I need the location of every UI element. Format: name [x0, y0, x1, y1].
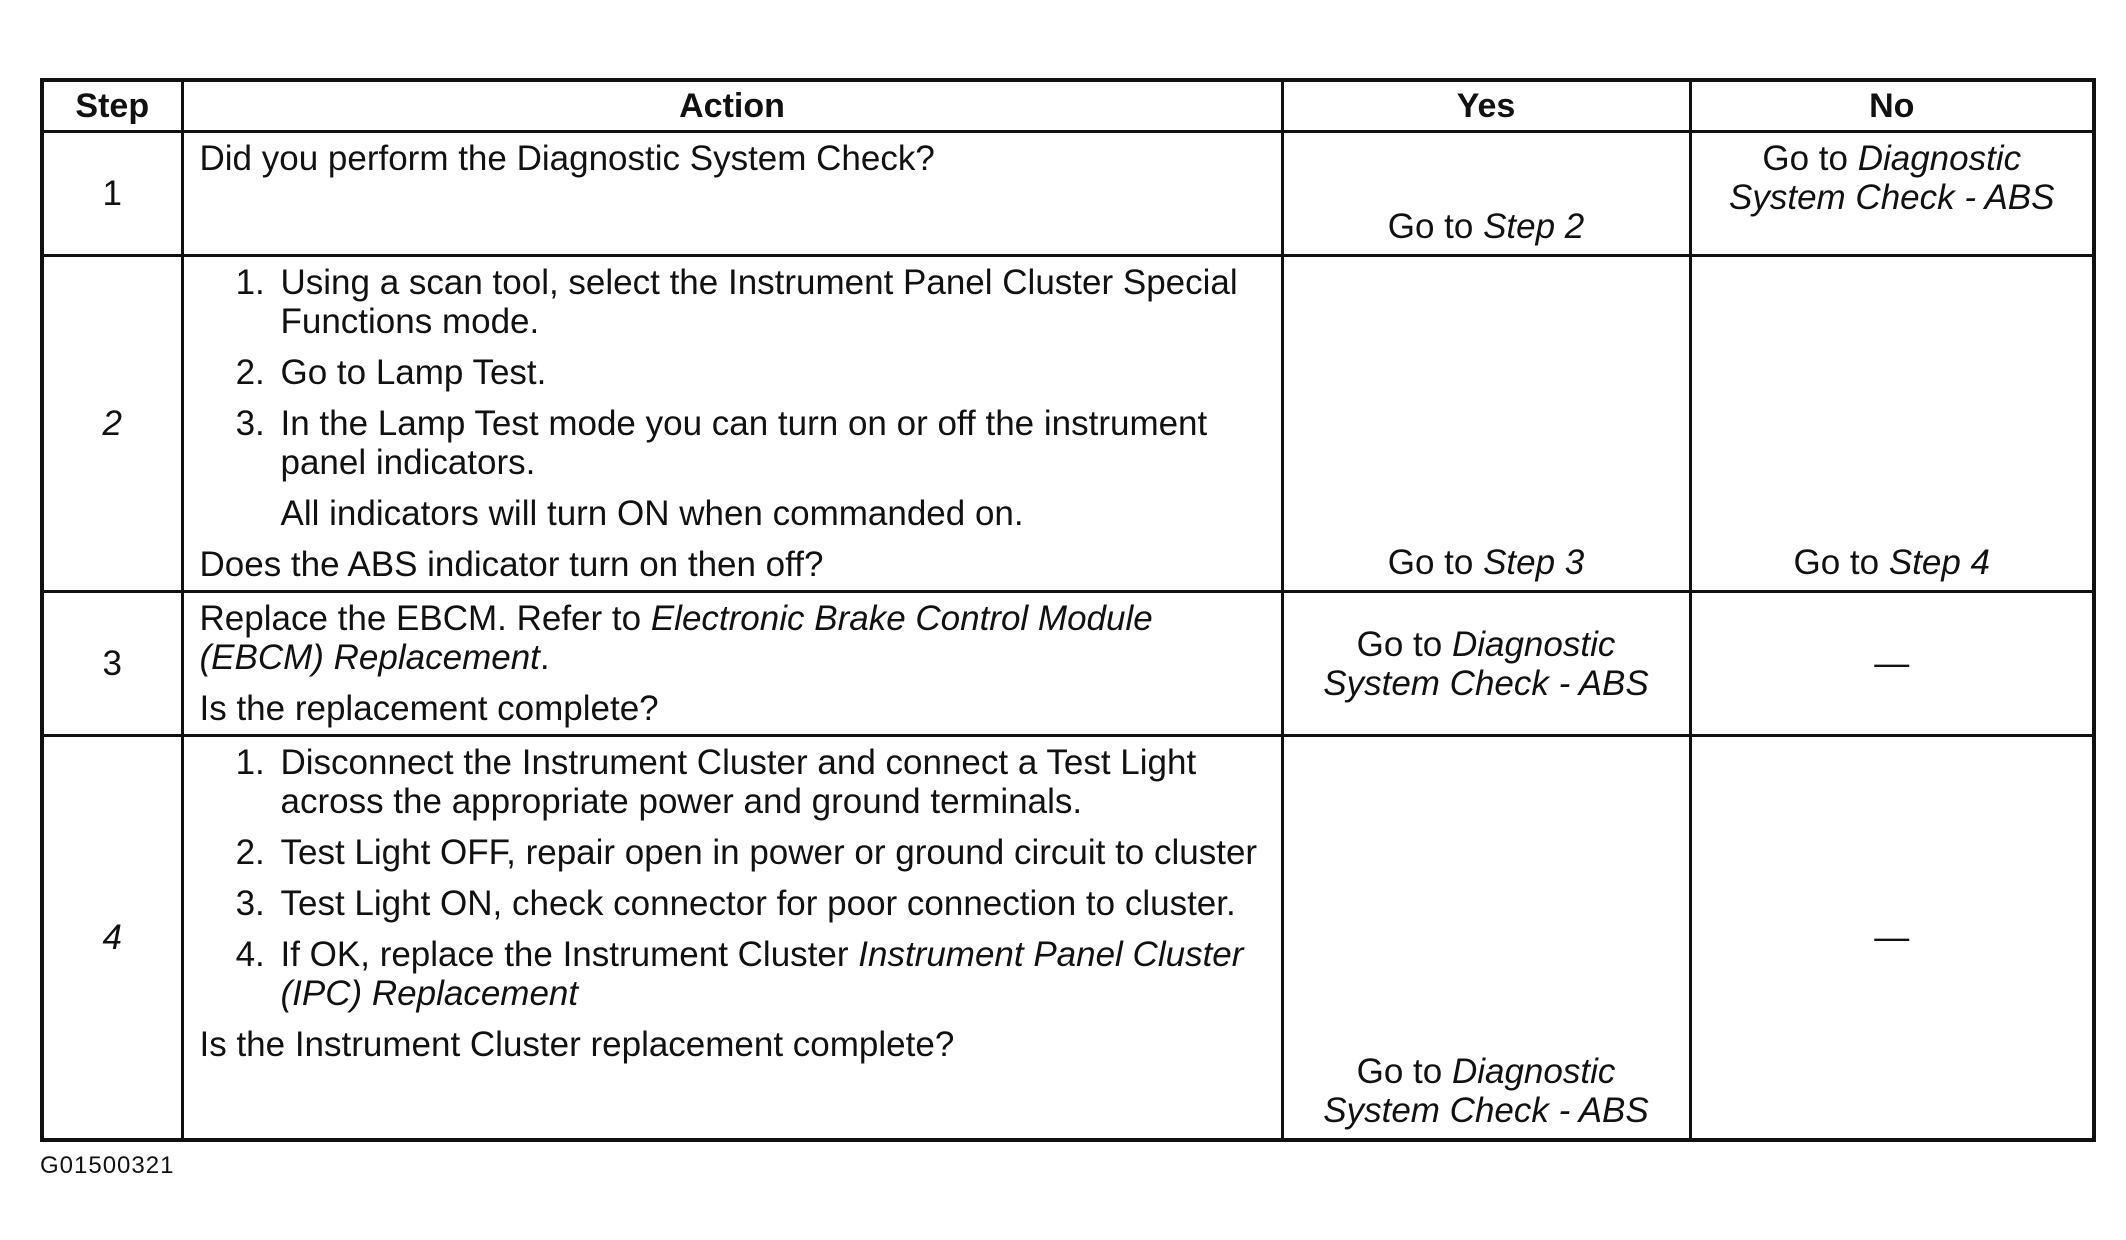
- action-step-text: In the Lamp Test mode you can turn on or off the instrument panel indicators.: [280, 404, 1208, 482]
- yes-prefix: Go to: [1356, 624, 1443, 664]
- header-yes: Yes: [1282, 80, 1690, 132]
- action-question: Did you perform the Diagnostic System Check?: [199, 139, 935, 178]
- no-cell: [1690, 256, 2094, 592]
- yes-link[interactable]: Step 2: [1483, 207, 1585, 246]
- yes-link[interactable]: Step 3: [1483, 543, 1585, 582]
- action-question: Is the Instrument Cluster replacement complete?: [199, 1025, 955, 1064]
- yes-link[interactable]: Diagnostic System Check - ABS: [1323, 624, 1649, 703]
- yes-cell: [1282, 256, 1690, 592]
- action-link[interactable]: Electronic Brake Control Module (EBCM) Replacement: [199, 599, 1153, 677]
- yes-prefix: Go to: [1387, 207, 1474, 246]
- action-step-item: 2. Go to Lamp Test.: [275, 353, 1267, 392]
- table-row-step-1: [42, 132, 2094, 256]
- action-question: Is the replacement complete?: [199, 689, 659, 728]
- action-step-item: 1. Disconnect the Instrument Cluster and connect a Test Light across the appropriate power and ground terminals.: [275, 743, 1267, 821]
- table-row-step-3: [42, 592, 2094, 736]
- yes-prefix: Go to: [1356, 1051, 1443, 1091]
- action-steps-list: [200, 263, 1267, 533]
- table-row-step-2: [42, 256, 2094, 592]
- table-row-step-4: [42, 736, 2094, 1140]
- yes-link[interactable]: Diagnostic System Check - ABS: [1323, 1051, 1649, 1130]
- action-note: All indicators will turn ON when commanded on.: [280, 494, 1024, 533]
- action-cell: [182, 592, 1282, 736]
- figure-code: G01500321: [40, 1152, 175, 1179]
- no-cell: [1690, 592, 2094, 736]
- yes-cell: [1282, 592, 1690, 736]
- step-number: 4: [42, 736, 182, 1140]
- no-cell: [1690, 132, 2094, 256]
- step-number: 3: [42, 592, 182, 736]
- action-step-item: 2. Test Light OFF, repair open in power or ground circuit to cluster: [275, 833, 1267, 872]
- action-link[interactable]: Instrument Panel Cluster (IPC) Replacement: [280, 935, 1244, 1013]
- no-dash: —: [1874, 644, 1910, 683]
- no-prefix: Go to: [1793, 543, 1880, 582]
- yes-cell: [1282, 736, 1690, 1140]
- action-step-text: If OK, replace the Instrument Cluster: [280, 935, 849, 974]
- action-steps-list: [200, 743, 1267, 1013]
- action-instruction: [200, 599, 1267, 677]
- step-number: 1: [42, 132, 182, 256]
- action-text: Replace the EBCM. Refer to: [199, 599, 642, 638]
- action-step-item: 1. Using a scan tool, select the Instrument Panel Cluster Special Functions mode.: [275, 263, 1267, 341]
- action-step-item: [275, 935, 1267, 1013]
- no-prefix: Go to: [1762, 139, 1848, 178]
- action-cell: [182, 736, 1282, 1140]
- action-end: .: [539, 638, 550, 677]
- step-number: 2: [42, 256, 182, 592]
- action-cell: [182, 256, 1282, 592]
- header-no: No: [1690, 80, 2094, 132]
- header-step: Step: [42, 80, 182, 132]
- action-step-item: 3. Test Light ON, check connector for poor connection to cluster.: [275, 884, 1267, 923]
- action-step-item: [275, 404, 1267, 533]
- no-dash: —: [1874, 917, 1910, 957]
- table-header-row: [42, 80, 2094, 132]
- header-action: Action: [182, 80, 1282, 132]
- yes-cell: [1282, 132, 1690, 256]
- yes-prefix: Go to: [1387, 543, 1474, 582]
- no-cell: [1690, 736, 2094, 1140]
- diagnostic-table: [40, 78, 2096, 1142]
- action-question: Does the ABS indicator turn on then off?: [199, 545, 824, 584]
- no-link[interactable]: Diagnostic System Check - ABS: [1729, 139, 2055, 217]
- no-link[interactable]: Step 4: [1888, 543, 1991, 582]
- action-cell: [182, 132, 1282, 256]
